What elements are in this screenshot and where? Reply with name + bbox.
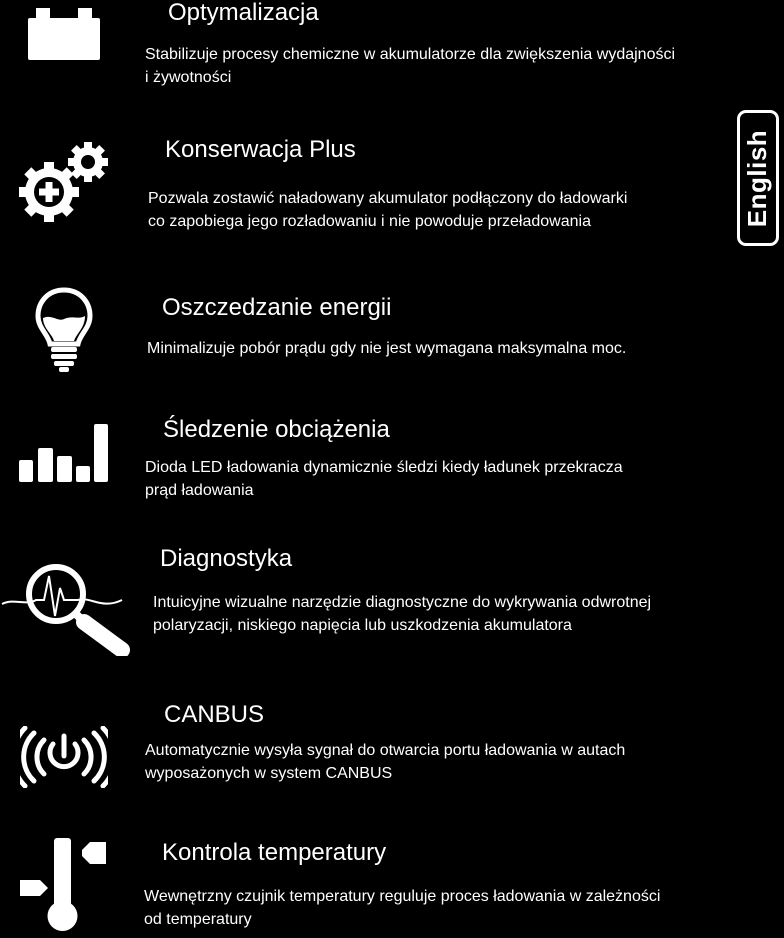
feature-diagnostyka — [0, 540, 784, 660]
bar-graph-icon — [18, 422, 110, 489]
battery-icon — [26, 0, 102, 69]
feature-title: CANBUS — [164, 701, 265, 728]
feature-description-line: Pozwala zostawić naładowany akumulator podłączony do ładowarki — [148, 190, 628, 207]
feature-description-line: Intuicyjne wizualne narzędzie diagnostyczne do wykrywania odwrotnej — [153, 594, 652, 611]
feature-canbus — [0, 690, 784, 800]
feature-description-line: Dioda LED ładowania dynamicznie śledzi kiedy ładunek przekracza — [145, 459, 623, 476]
power-signal-icon — [20, 726, 108, 793]
feature-title: Optymalizacja — [168, 0, 319, 26]
feature-optymalizacja — [0, 0, 784, 100]
language-toggle-button[interactable] — [737, 110, 779, 246]
gears-plus-icon — [16, 138, 112, 231]
thermometer-icon — [16, 836, 112, 938]
feature-title: Konserwacja Plus — [165, 136, 356, 163]
feature-description-line: od temperatury — [144, 911, 252, 928]
feature-title: Diagnostyka — [160, 545, 293, 572]
feature-title: Śledzenie obciążenia — [163, 416, 390, 443]
feature-description-line: prąd ładowania — [145, 482, 254, 499]
magnifier-pulse-icon — [0, 560, 132, 661]
feature-title: Kontrola temperatury — [162, 839, 387, 866]
feature-description-line: polaryzacji, niskiego napięcia lub uszkodzenia akumulatora — [153, 617, 572, 634]
lightbulb-icon — [34, 286, 94, 379]
feature-description-line: Automatycznie wysyła sygnał do otwarcia portu ładowania w autach — [145, 742, 626, 759]
feature-description-line: i żywotności — [145, 69, 232, 86]
feature-konserwacja-plus — [0, 130, 784, 250]
feature-description-line: co zapobiega jego rozładowaniu i nie powoduje przeładowania — [148, 213, 591, 230]
feature-description-line: wyposażonych w system CANBUS — [145, 765, 393, 782]
feature-sledzenie-obciazenia — [0, 410, 784, 520]
feature-description-line: Stabilizuje procesy chemiczne w akumulatorze dla zwiększenia wydajności — [145, 46, 676, 63]
feature-title: Oszczedzanie energii — [162, 294, 392, 321]
feature-description-line: Wewnętrzny czujnik temperatury reguluje proces ładowania w zależności — [144, 888, 661, 905]
feature-kontrola-temperatury — [0, 828, 784, 933]
feature-description-line: Minimalizuje pobór prądu gdy nie jest wymagana maksymalna moc. — [147, 340, 627, 357]
language-toggle-label: English — [742, 129, 773, 227]
feature-oszczedzanie-energii — [0, 280, 784, 390]
